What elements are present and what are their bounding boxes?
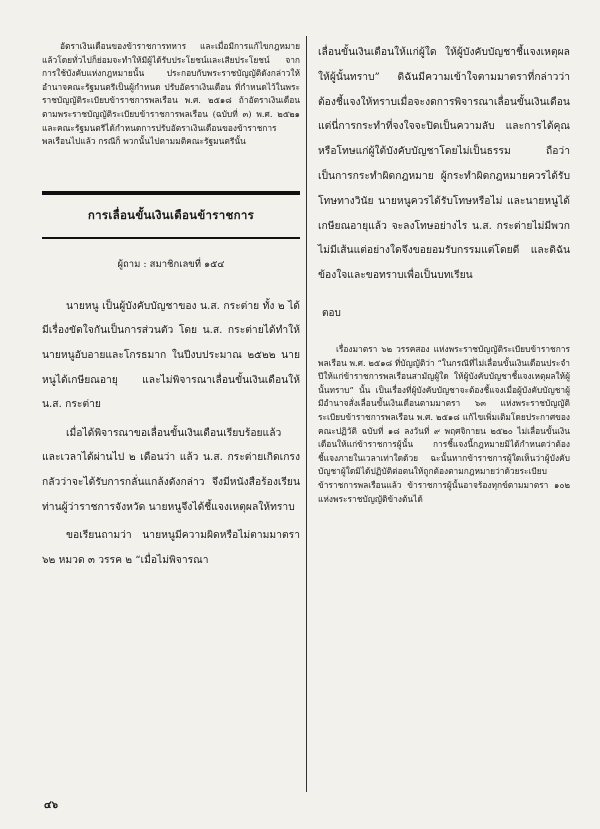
- right-column: [318, 40, 570, 506]
- question-paragraph-2: เมื่อได้พิจารณาขอเลื่อนขั้นเงินเดือนเรียบร้อยแล้ว และเวลาได้ผ่านไป ๒ เดือนว่า แล้ว น.ส. กระต่ายเกิดเกรงกลัวว่าจะได้รับการกลั่นแกล้งดังกล่าว จึงมีหนังสือร้องเรียนท่านผู้ว่าราชการจังหวัด นายหนูจึงได้ชี้แจงเหตุผลให้ทราบ: [42, 426, 300, 513]
- question-paragraph-1: นายหนู เป็นผู้บังคับบัญชาของ น.ส. กระต่าย ทั้ง ๒ ได้มีเรื่องขัดใจกันเป็นการส่วนตัว โดย น.ส. กระต่ายได้ทำให้นายหนูอับอายและโกรธมาก ในปีงบประมาณ ๒๕๒๒ นายหนูได้เกษียณอายุ และไม่พิจารณาเลื่อนขั้นเงินเดือนให้ น.ส. กระต่าย: [42, 299, 300, 411]
- answer-label: ตอบ: [322, 307, 341, 319]
- answer-paragraph: เรื่องมาตรา ๖๒ วรรคสอง แห่งพระราชบัญญัติระเบียบข้าราชการพลเรือน พ.ศ. ๒๕๑๘ ที่บัญญัติว่า “ในกรณีที่ไม่เลื่อนขั้นเงินเดือนประจำปีให้แก่ข้าราชการพลเรือนสามัญผู้ใด ให้ผู้บังคับบัญชาชี้แจงเหตุผลให้ผู้นั้นทราบ” นั้น เป็นเรื่องที่ผู้บังคับบัญชาจะต้องชี้แจงเมื่อผู้บังคับบัญชาผู้มีอำนาจสั่งเลื่อนขั้นเงินเดือนตามมาตรา ๖๓ แห่งพระราชบัญญัติระเบียบข้าราชการพลเรือน พ.ศ. ๒๕๑๘ แก้ไขเพิ่มเติมโดยประกาศของคณะปฏิวัติ ฉบับที่ ๑๘ ลงวันที่ ๙ พฤศจิกายน ๒๕๒๐ ไม่เลื่อนขั้นเงินเดือนให้แก่ข้าราชการผู้นั้น การชี้แจงนี้กฎหมายมิได้กำหนดว่าต้องชี้แจงภายในเวลาเท่าใดด้วย ฉะนั้นหากข้าราชการผู้ใดเห็นว่าผู้บังคับบัญชาผู้ใดมิได้ปฏิบัติต่อตนให้ถูกต้องตามกฎหมายว่าด้วยระเบียบข้าราชการพลเรือนแล้ว ข้าราชการผู้นั้นอาจร้องทุกข์ตามมาตรา ๑๐๒ แห่งพระราชบัญญัติข้างต้นได้: [318, 343, 570, 504]
- questioner-line: ผู้ถาม : สมาชิกเลขที่ ๑๕๔: [117, 258, 225, 270]
- column-divider: [306, 36, 307, 792]
- left-column: [42, 40, 300, 572]
- question-paragraph-3: ขอเรียนถามว่า นายหนูมีความผิดหรือไม่ตามมาตรา ๖๒ หมวด ๓ วรรค ๒ “เมื่อไม่พิจารณา: [42, 529, 300, 566]
- section-title: การเลื่อนขั้นเงินเดือนข้าราชการ: [87, 207, 255, 222]
- left-top-paragraph: อัตราเงินเดือนของข้าราชการทหาร และเมื่อมีการแก้ไขกฎหมายแล้วโดยทั่วไปก็ย่อมจะทำให้มีผู้ได้รับประโยชน์และเสียประโยชน์ จากการใช้บังคับแห่งกฎหมายนั้น ประกอบกับพระราชบัญญัติดังกล่าวให้อำนาจคณะรัฐมนตรีเป็นผู้กำหนด ปรับอัตราเงินเดือน ที่กำหนดไว้ในพระราชบัญญัติระเบียบข้าราชการพลเรือน พ.ศ. ๒๕๑๘ ถ้าอัตราเงินเดือนตามพระราชบัญญัติระเบียบข้าราชการพลเรือน (ฉบับที่ ๓) พ.ศ. ๒๕๒๑ และคณะรัฐมนตรีได้กำหนดการปรับอัตราเงินเดือนของข้าราชการพลเรือนไปแล้ว กรณีก็ พวกนั้นไปตามมติคณะรัฐมนตรีนั้น: [42, 41, 300, 147]
- section-top-rule: [42, 191, 300, 195]
- question-continuation: เลื่อนขั้นเงินเดือนให้แก่ผู้ใด ให้ผู้บังคับบัญชาชี้แจงเหตุผลให้ผู้นั้นทราบ” ดิฉันมีความเข้าใจตามมาตราที่กล่าวว่า ต้องชี้แจงให้ทราบเมื่อจะงดการพิจารณาเลื่อนขั้นเงินเดือน แต่นี่การกระทำที่จงใจจะปิดเป็นความลับ และการได้คุณหรือโทษแก่ผู้ใต้บังคับบัญชาโดยไม่เป็นธรรม ถือว่าเป็นการกระทำผิดกฎหมาย ผู้กระทำผิดกฎหมายควรได้รับโทษทางวินัย นายหนูควรได้รับโทษหรือไม่ และนายหนูได้เกษียณอายุแล้ว จะลงโทษอย่างไร น.ส. กระต่ายไม่มีพวกไม่มีเส้นแต่อย่างใดจึงขอยอมรับกรรมแต่โดยดี และดิฉันข้องใจและขอทราบเพื่อเป็นบทเรียน: [318, 46, 570, 282]
- section-bottom-rule: [42, 237, 300, 239]
- page-number: ๔๖: [44, 800, 58, 811]
